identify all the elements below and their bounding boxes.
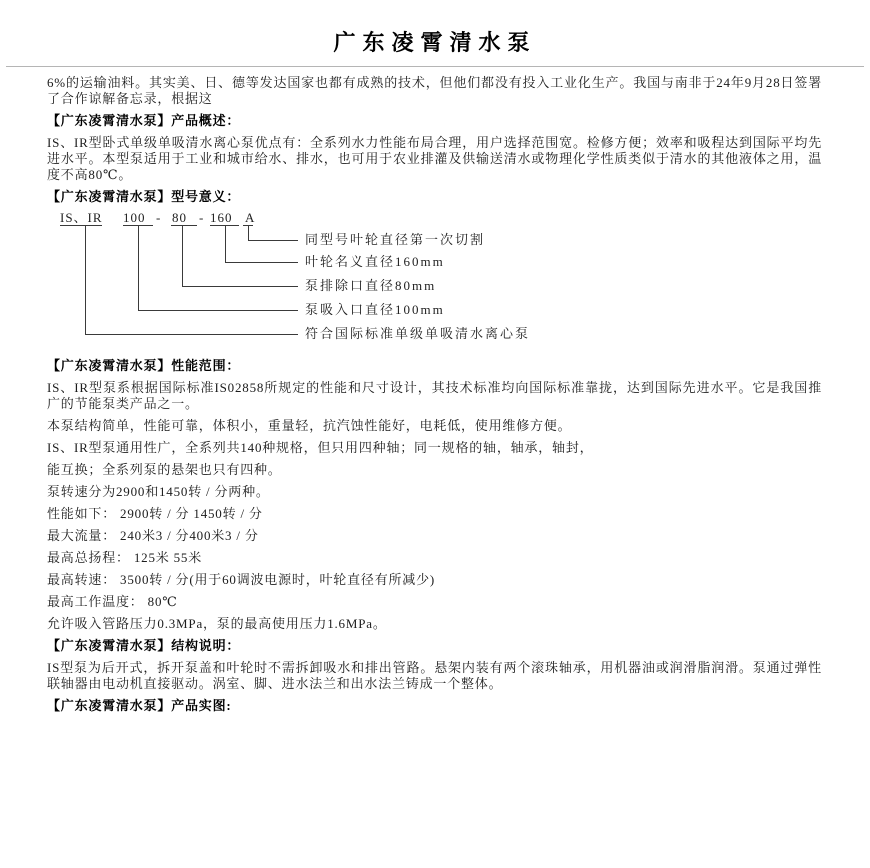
paragraph: IS、IR型卧式单级单吸清水离心泵优点有：全系列水力性能布局合理，用户选择范围宽。检修方便；效率和吸程达到国际平均先进水平。本型泵适用于工业和城市给水、排水，也可用于农业排灌及供输送清水或物理化学性质类似于清水的其他液体之用，温度不高80℃。 [47,135,822,182]
paragraph: 最高工作温度： 80℃ [47,594,178,609]
connector-horizontal [85,334,298,335]
section-heading: 【广东凌霄清水泵】产品实图: [47,698,232,713]
paragraph: 允许吸入管路压力0.3MPa，泵的最高使用压力1.6MPa。 [47,616,387,631]
diagram-label: 叶轮名义直径160mm [305,254,445,269]
connector-vertical [182,225,183,286]
diagram-label: 泵排除口直径80mm [305,278,437,293]
model-code-token: A [245,210,256,225]
paragraph: 最高总扬程： 125米 55米 [47,550,202,565]
section-heading: 【广东凌霄清水泵】型号意义： [47,189,241,204]
model-code-token: IS、IR [60,210,103,225]
connector-vertical [138,225,139,310]
model-code-token: 100 [123,210,146,225]
paragraph: 泵转速分为2900和1450转 / 分两种。 [47,484,270,499]
model-code-token: - [199,210,205,225]
diagram-label: 同型号叶轮直径第一次切割 [305,232,486,247]
document-page [0,26,870,714]
connector-vertical [248,225,249,240]
connector-vertical [225,225,226,262]
connector-horizontal [225,262,298,263]
section-heading: 【广东凌霄清水泵】性能范围： [47,358,241,373]
connector-horizontal [182,286,298,287]
document-content [0,67,870,714]
spec-paragraphs [47,358,822,714]
model-code-token: - [156,210,162,225]
paragraph: IS型泵为后开式，拆开泵盖和叶轮时不需拆卸吸水和排出管路。悬架内装有两个滚珠轴承，用机器油或润滑脂润滑。泵通过弹性联轴器由电动机直接驱动。涡室、脚、进水法兰和出水法兰铸成一个整体。 [47,660,822,691]
paragraph: 最大流量： 240米3 / 分400米3 / 分 [47,528,259,543]
token-underline [60,225,102,226]
diagram-label: 符合国际标准单级单吸清水离心泵 [305,326,531,341]
diagram-label: 泵吸入口直径100mm [305,302,445,317]
intro-paragraphs [47,75,822,205]
paragraph: 6%的运输油料。其实美、日、德等发达国家也都有成熟的技术，但他们都没有投入工业化生产。我国与南非于24年9月28日签署了合作谅解备忘录，根据这 [47,75,822,106]
page-title: 广东凌霄清水泵 [333,30,537,55]
model-meaning-diagram [47,211,822,351]
paragraph: 性能如下： 2900转 / 分 1450转 / 分 [47,506,263,521]
connector-horizontal [248,240,298,241]
model-code-token: 160 [210,210,233,225]
paragraph: 最高转速： 3500转 / 分(用于60调波电源时，叶轮直径有所减少) [47,572,436,587]
paragraph: IS、IR型泵通用性广，全系列共140种规格，但只用四种轴；同一规格的轴，轴承，轴封， [47,440,594,455]
paragraph: IS、IR型泵系根据国际标准IS02858所规定的性能和尺寸设计，其技术标准均向国际标准靠拢，达到国际先进水平。它是我国推广的节能泵类产品之一。 [47,380,822,411]
section-heading: 【广东凌霄清水泵】产品概述： [47,113,241,128]
connector-horizontal [138,310,298,311]
paragraph: 能互换；全系列泵的悬架也只有四种。 [47,462,282,477]
section-heading: 【广东凌霄清水泵】结构说明： [47,638,241,653]
connector-vertical [85,225,86,334]
model-code-token: 80 [172,210,187,225]
paragraph: 本泵结构简单，性能可靠，体积小，重量轻，抗汽蚀性能好，电耗低，使用维修方便。 [47,418,572,433]
token-underline [171,225,197,226]
